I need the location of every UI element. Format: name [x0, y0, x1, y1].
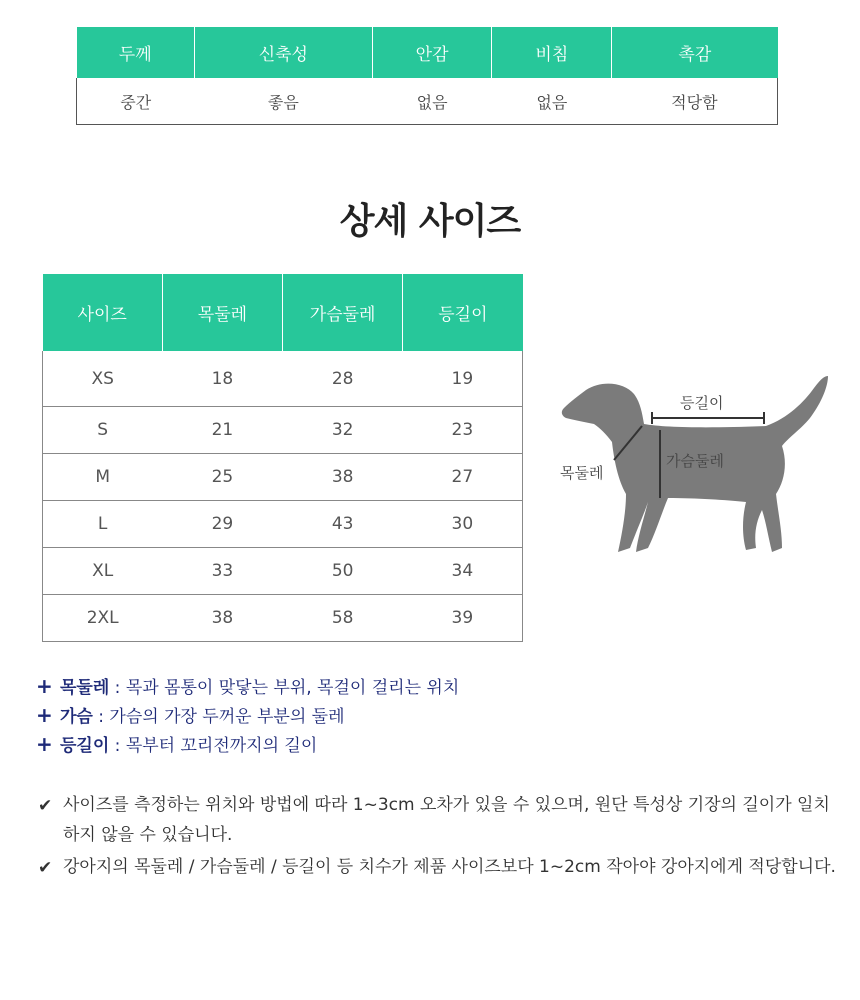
size-cell: 23: [403, 407, 523, 454]
dog-measurement-diagram: [556, 372, 836, 572]
size-cell: 33: [162, 548, 282, 595]
measurement-definitions: [36, 672, 459, 759]
plus-icon: +: [36, 674, 53, 698]
size-header: 목둘레: [162, 274, 282, 351]
size-notes: [38, 790, 838, 884]
size-cell: 19: [403, 351, 523, 407]
size-cell: 27: [403, 454, 523, 501]
property-value: 중간: [77, 78, 195, 125]
size-cell: 43: [283, 501, 403, 548]
table-row: [43, 548, 523, 595]
definition-desc: : 목부터 꼬리전까지의 길이: [109, 736, 318, 756]
size-cell: 29: [162, 501, 282, 548]
definition-item: [36, 672, 459, 701]
size-cell: 21: [162, 407, 282, 454]
definition-item: [36, 701, 459, 730]
note-text: 사이즈를 측정하는 위치와 방법에 따라 1~3cm 오차가 있을 수 있으며, 원단 특성상 기장의 길이가 일치하지 않을 수 있습니다.: [63, 795, 830, 845]
table-row: [43, 595, 523, 642]
size-header: 가슴둘레: [283, 274, 403, 351]
size-cell: 18: [162, 351, 282, 407]
size-cell: 38: [162, 595, 282, 642]
size-cell: 34: [403, 548, 523, 595]
property-header: 촉감: [612, 27, 778, 78]
property-header: 안감: [372, 27, 492, 78]
size-cell: S: [43, 407, 163, 454]
note-item: [38, 790, 838, 850]
note-item: [38, 852, 838, 882]
definition-term: 가슴: [60, 707, 93, 727]
plus-icon: +: [36, 703, 53, 727]
property-value: 좋음: [194, 78, 372, 125]
definition-desc: : 목과 몸통이 맞닿는 부위, 목걸이 걸리는 위치: [109, 678, 460, 698]
table-row: [43, 351, 523, 407]
definition-item: [36, 730, 459, 759]
properties-header-row: [77, 27, 778, 78]
definition-term: 등길이: [60, 736, 110, 756]
definition-desc: : 가슴의 가장 두꺼운 부분의 둘레: [92, 707, 345, 727]
size-cell: XS: [43, 351, 163, 407]
size-cell: 28: [283, 351, 403, 407]
plus-icon: +: [36, 732, 53, 756]
size-cell: 39: [403, 595, 523, 642]
check-icon: ✔: [38, 858, 53, 878]
size-cell: L: [43, 501, 163, 548]
fabric-properties-table: [76, 27, 778, 125]
property-value: 없음: [492, 78, 612, 125]
size-header-row: [43, 274, 523, 351]
table-row: [43, 454, 523, 501]
size-cell: 58: [283, 595, 403, 642]
definition-term: 목둘레: [60, 678, 110, 698]
size-cell: M: [43, 454, 163, 501]
size-cell: 25: [162, 454, 282, 501]
property-header: 두께: [77, 27, 195, 78]
size-cell: 38: [283, 454, 403, 501]
size-header: 등길이: [403, 274, 523, 351]
size-cell: 32: [283, 407, 403, 454]
property-value: 없음: [372, 78, 492, 125]
note-text: 강아지의 목둘레 / 가슴둘레 / 등길이 등 치수가 제품 사이즈보다 1~2cm 작아야 강아지에게 적당합니다.: [63, 857, 836, 877]
table-row: [43, 501, 523, 548]
size-table: [42, 274, 523, 642]
table-row: [43, 407, 523, 454]
chest-label: 가슴둘레: [666, 452, 724, 470]
property-header: 비침: [492, 27, 612, 78]
size-cell: 50: [283, 548, 403, 595]
back-length-label: 등길이: [680, 394, 724, 412]
section-title: 상세 사이즈: [339, 201, 521, 242]
size-cell: 30: [403, 501, 523, 548]
size-header: 사이즈: [43, 274, 163, 351]
size-cell: XL: [43, 548, 163, 595]
check-icon: ✔: [38, 796, 53, 816]
neck-label: 목둘레: [560, 464, 604, 482]
properties-value-row: [77, 78, 778, 125]
property-header: 신축성: [194, 27, 372, 78]
size-cell: 2XL: [43, 595, 163, 642]
property-value: 적당함: [612, 78, 778, 125]
